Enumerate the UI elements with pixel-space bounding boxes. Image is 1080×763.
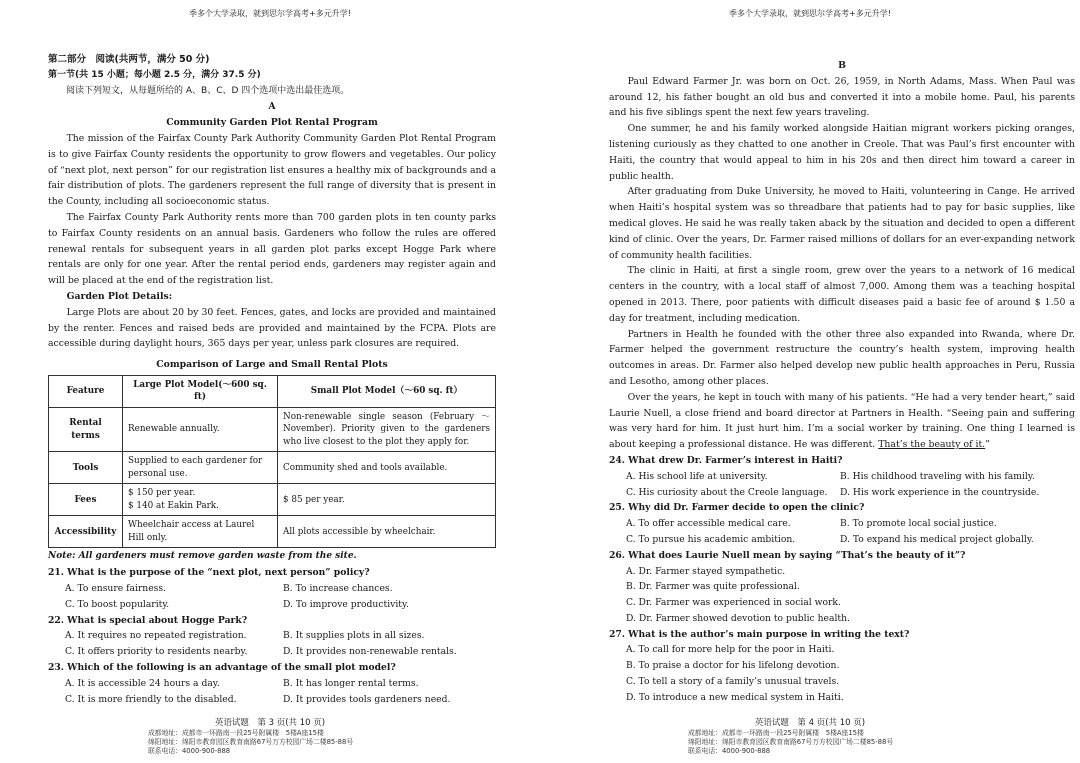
table-row bbox=[49, 407, 496, 452]
table-cell-line: $ 150 per year. bbox=[128, 488, 196, 499]
option: D. It provides non-renewable rentals. bbox=[283, 646, 457, 658]
table-cell: Accessibility bbox=[49, 516, 123, 548]
table-header: Large Plot Model(～600 sq. ft) bbox=[123, 375, 278, 407]
question-21 bbox=[48, 565, 496, 612]
underlined-quote: That’s the beauty of it. bbox=[878, 439, 986, 451]
header-banner: 季多个大学录取，就到思尔学高考+多元升学! bbox=[189, 9, 351, 18]
table-note: Note: All gardeners must remove garden waste from the site. bbox=[48, 551, 357, 562]
table-row bbox=[49, 516, 496, 548]
option: B. Dr. Farmer was quite professional. bbox=[626, 581, 800, 593]
question-27 bbox=[609, 627, 1075, 706]
question-stem: 27. What is the author’s main purpose in writing the text? bbox=[609, 628, 910, 640]
comparison-table bbox=[48, 375, 496, 549]
address-line: 绵阳地址：绵阳市教育园区教育南路67号万方校园广场二楼85-88号 bbox=[148, 738, 354, 746]
table-cell: Renewable annually. bbox=[123, 407, 278, 452]
paragraph: The Fairfax County Park Authority rents more than 700 garden plots in ten county parks to Fairfax County residents on an annual basis. Gardeners who follow the rules are offered renewal rentals for subsequent years in all garden plot parks except Hogge Park where rentals are only for one year. After the rental period ends, gardeners may register again and will be placed at the end of the registration list. bbox=[48, 211, 496, 287]
details-heading: Garden Plot Details: bbox=[66, 290, 173, 302]
table-cell: Tools bbox=[49, 452, 123, 484]
address-line: 联系电话：4000-900-888 bbox=[688, 747, 771, 755]
paragraph: Paul Edward Farmer Jr. was born on Oct. 26, 1959, in North Adams, Mass. When Paul was around 12, his father bought an old bus and converted it into a mobile home. Paul, his parents and his five siblings spent the next few years traveling. bbox=[609, 75, 1075, 119]
table-row bbox=[49, 484, 496, 516]
address-block bbox=[148, 729, 353, 756]
page-footer: 英语试题 第 4 页(共 10 页) bbox=[754, 718, 866, 728]
address-block bbox=[688, 729, 893, 756]
option: D. His work experience in the countryside. bbox=[840, 486, 1040, 498]
option: A. To call for more help for the poor in Haiti. bbox=[626, 644, 835, 656]
option: B. To praise a doctor for his lifelong devotion. bbox=[626, 660, 840, 672]
option: A. It requires no repeated registration. bbox=[65, 630, 247, 642]
paragraph: The mission of the Fairfax County Park Authority Community Garden Plot Rental Program is to give Fairfax County residents the opportunity to grow flowers and vegetables. Our policy of “next plot, next person” for our registration list ensures a healthy mix of backgrounds and a fair distribution of plots. The gardeners represent the full range of diversity that is present in the County, including all socioeconomic status. bbox=[48, 132, 496, 208]
paragraph-text: Over the years, he kept in touch with many of his patients. “He had a very tender heart,” said Laurie Nuell, a close friend and board director at Partners in Health. “Seeing pain and suffering was very hard for him. It just hurt him. I’m a social worker by training. One thing I learned is about keeping a professional distance. He was different. bbox=[609, 391, 1075, 451]
question-stem: 21. What is the purpose of the “next plot, next person” policy? bbox=[48, 567, 370, 579]
paragraph: One summer, he and his family worked alongside Haitian migrant workers picking oranges, listening curiously as they chatted to one another in Creole. That was Paul’s first encounter with Haiti, the country that would appeal to him in his 20s and then direct him toward a career in public health. bbox=[609, 123, 1075, 182]
table-header: Small Plot Model（～60 sq. ft） bbox=[278, 375, 496, 407]
header-banner: 季多个大学录取，就到思尔学高考+多元升学! bbox=[729, 9, 891, 18]
option: D. To expand his medical project globally. bbox=[840, 533, 1034, 545]
question-24 bbox=[609, 453, 1075, 500]
page-footer: 英语试题 第 3 页(共 10 页) bbox=[214, 718, 326, 728]
page-right bbox=[540, 0, 1080, 763]
table-cell bbox=[123, 484, 278, 516]
question-22 bbox=[48, 613, 496, 660]
option: B. To promote local social justice. bbox=[840, 518, 997, 530]
table-cell: All plots accessible by wheelchair. bbox=[278, 516, 496, 548]
part-title: 第二部分 阅读(共两节，满分 50 分) bbox=[48, 54, 210, 65]
option: C. It is more friendly to the disabled. bbox=[65, 693, 237, 705]
paragraph bbox=[609, 390, 1075, 453]
table-cell: Wheelchair access at Laurel Hill only. bbox=[123, 516, 278, 548]
passage-letter-b: B bbox=[838, 60, 846, 71]
paragraph-text: ” bbox=[985, 439, 990, 451]
table-cell: Community shed and tools available. bbox=[278, 452, 496, 484]
option: A. Dr. Farmer stayed sympathetic. bbox=[626, 565, 786, 577]
question-stem: 22. What is special about Hogge Park? bbox=[48, 614, 248, 626]
option: A. It is accessible 24 hours a day. bbox=[65, 677, 220, 689]
address-line: 绵阳地址：绵阳市教育园区教育南路67号万方校园广场二楼85-88号 bbox=[688, 738, 894, 746]
table-row bbox=[49, 452, 496, 484]
question-26 bbox=[609, 548, 1075, 627]
instruction: 阅读下列短文，从每题所给的 A、B、C、D 四个选项中选出最佳选项。 bbox=[66, 85, 350, 96]
question-25 bbox=[609, 500, 1075, 547]
left-content bbox=[48, 52, 496, 707]
passage-letter-a: A bbox=[268, 101, 276, 113]
option: C. It offers priority to residents nearby. bbox=[65, 646, 248, 658]
table-cell: $ 85 per year. bbox=[278, 484, 496, 516]
option: D. To introduce a new medical system in Haiti. bbox=[626, 691, 844, 703]
option: C. Dr. Farmer was experienced in social work. bbox=[626, 597, 841, 609]
question-stem: 26. What does Laurie Nuell mean by saying “That’s the beauty of it”? bbox=[609, 549, 966, 561]
option: C. To pursue his academic ambition. bbox=[626, 533, 796, 545]
option: B. His childhood traveling with his family. bbox=[840, 470, 1035, 482]
option: B. To increase chances. bbox=[283, 583, 393, 595]
question-stem: 25. Why did Dr. Farmer decide to open the clinic? bbox=[609, 502, 865, 514]
paragraph: Partners in Health he founded with the other three also expanded into Rwanda, where Dr. Farmer helped the government restructure the country’s health system, improving health outcomes in areas. Dr. Farmer also helped develop new public health approaches in Peru, Russia and Lesotho, among other places. bbox=[609, 328, 1075, 387]
question-23 bbox=[48, 660, 496, 707]
option: C. To tell a story of a family’s unusual travels. bbox=[626, 676, 840, 688]
paragraph: Large Plots are about 20 by 30 feet. Fences, gates, and locks are provided and maintained by the renter. Fences and raised beds are provided and maintained by the FCPA. Plots are accessible during daylight hours, 365 days per year, unless park closures are required. bbox=[48, 306, 496, 350]
option: A. His school life at university. bbox=[626, 470, 768, 482]
table-cell: Fees bbox=[49, 484, 123, 516]
option: A. To ensure fairness. bbox=[65, 583, 166, 595]
option: C. His curiosity about the Creole language. bbox=[626, 486, 828, 498]
paragraph: After graduating from Duke University, he moved to Haiti, volunteering in Cange. He arrived when Haiti’s hospital system was so threadbare that patients had to pay for basic supplies, like medical gloves. He said he was really taken aback by the situation and decided to open a different kind of clinic. Over the years, Dr. Farmer raised millions of dollars for an ever-expanding network of community health facilities. bbox=[609, 186, 1075, 261]
table-header: Feature bbox=[49, 375, 123, 407]
table-cell: Non-renewable single season (February ～ November). Priority given to the gardeners who live closest to the plot they apply for. bbox=[278, 407, 496, 452]
option: B. It has longer rental terms. bbox=[283, 677, 419, 689]
address-line: 联系电话：4000-900-888 bbox=[148, 747, 231, 755]
passage-title: Community Garden Plot Rental Program bbox=[166, 117, 378, 129]
option: A. To offer accessible medical care. bbox=[626, 518, 791, 530]
option: D. Dr. Farmer showed devotion to public health. bbox=[626, 612, 850, 624]
option: D. It provides tools gardeners need. bbox=[283, 693, 451, 705]
table-title: Comparison of Large and Small Rental Plots bbox=[156, 359, 388, 371]
question-stem: 23. Which of the following is an advantage of the small plot model? bbox=[48, 662, 396, 674]
option: D. To improve productivity. bbox=[283, 598, 409, 610]
table-cell: Supplied to each gardener for personal use. bbox=[123, 452, 278, 484]
table-cell-line: $ 140 at Eakin Park. bbox=[128, 500, 219, 511]
question-stem: 24. What drew Dr. Farmer’s interest in Haiti? bbox=[609, 454, 843, 466]
right-content bbox=[609, 58, 1075, 706]
option: C. To boost popularity. bbox=[65, 598, 170, 610]
option: B. It supplies plots in all sizes. bbox=[283, 630, 425, 642]
section-title: 第一节(共 15 小题；每小题 2.5 分，满分 37.5 分) bbox=[48, 69, 261, 80]
address-line: 成都地址：成都市一环路南一段25号附属楼 5楼A座15楼 bbox=[148, 729, 324, 737]
table-cell: Rental terms bbox=[49, 407, 123, 452]
address-line: 成都地址：成都市一环路南一段25号附属楼 5楼A座15楼 bbox=[688, 729, 864, 737]
table-header-row bbox=[49, 375, 496, 407]
paragraph: The clinic in Haiti, at first a single room, grew over the years to a network of 16 medical centers in the country, with a local staff of almost 7,000. Among them was a teaching hospital opened in 2013. There, poor patients with difficult diseases paid a basic fee of around $ 1.50 a day for treatment, including medication. bbox=[609, 265, 1075, 324]
